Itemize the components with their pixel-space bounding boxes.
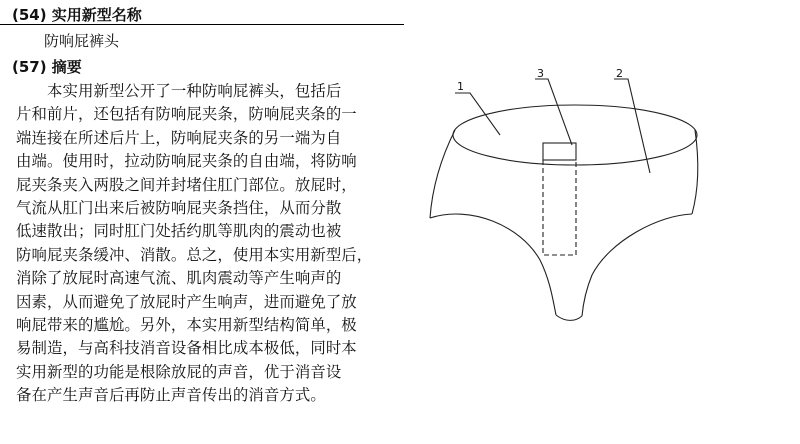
underwear-drawing-svg xyxy=(400,60,760,350)
anti-fart-strip xyxy=(543,160,576,255)
abstract-line: 由端。使用时，拉动防响屁夹条的自由端，将防响 xyxy=(16,152,357,171)
figure-label-2: 2 xyxy=(616,67,623,80)
abstract-line: 片和前片，还包括有防响屁夹条，防响屁夹条的一 xyxy=(16,105,357,124)
left-leg-opening xyxy=(430,214,556,315)
abstract-line: 本实用新型公开了一种防响屁裤头，包括后 xyxy=(16,82,342,100)
abstract-line: 消除了放屁时高速气流、肌肉震动等产生响声的 xyxy=(16,269,342,288)
abstract-line: 实用新型的功能是根除放屁的声音，优于消音设 xyxy=(16,362,342,381)
patent-drawing xyxy=(400,60,760,350)
abstract-line: 气流从肛门出来后被防响屁夹条挡住，从而分散 xyxy=(16,198,342,217)
abstract-line: 因素，从而避免了放屁时产生响声，进而避免了放 xyxy=(16,292,357,311)
abstract-line: 响屁带来的尴尬。另外，本实用新型结构简单，极 xyxy=(16,315,357,334)
body-left-side xyxy=(430,130,455,218)
abstract-line: 端连接在所述后片上，防响屁夹条的另一端为自 xyxy=(16,128,342,147)
leader-line-1 xyxy=(455,93,500,135)
abstract-heading: (57) 摘要 xyxy=(12,58,82,76)
strip-attachment xyxy=(543,143,576,160)
abstract-line: 备在产生声音后再防止声音传出的消音方式。 xyxy=(16,386,326,405)
abstract-body xyxy=(16,80,376,407)
abstract-line: 易制造，与高科技消音设备相比成本极低，同时本 xyxy=(16,339,357,358)
figure-label-3: 3 xyxy=(537,67,544,80)
abstract-line: 屁夹条夹入两股之间并封堵住肛门部位。放屁时， xyxy=(16,175,357,194)
utility-model-name: 防响屁裤头 xyxy=(44,32,120,50)
abstract-line: 防响屁夹条缓冲、消散。总之，使用本实用新型后， xyxy=(16,245,373,264)
abstract-line: 低速散出；同时肛门处括约肌等肌肉的震动也被 xyxy=(16,222,342,241)
header-rule xyxy=(0,24,404,25)
crotch-bottom xyxy=(556,315,582,320)
leader-line-3 xyxy=(535,79,572,145)
name-section-heading: (54) 实用新型名称 xyxy=(12,6,142,24)
figure-label-1: 1 xyxy=(457,80,464,93)
waistband-opening xyxy=(453,105,697,165)
right-leg-opening xyxy=(582,214,692,316)
leader-line-2 xyxy=(614,79,650,173)
